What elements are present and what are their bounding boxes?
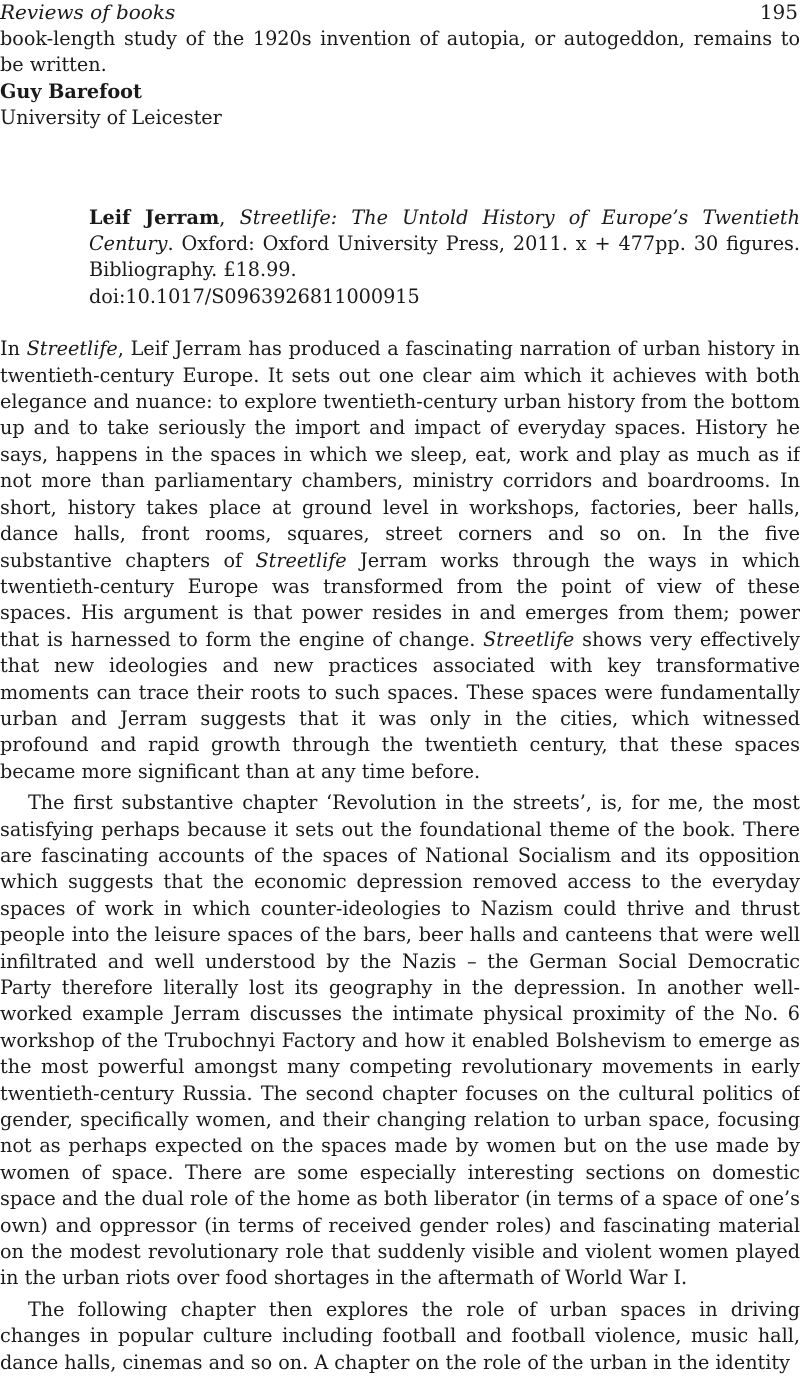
reviewer-name: Guy Barefoot — [0, 79, 142, 103]
p1-word-in: In — [0, 337, 20, 361]
citation-line: Leif Jerram, Streetlife: The Untold History of Europe’s Twentieth Century. Oxford: Oxford University Press, 2011. x + 477pp. 30 figures. Bibliography. £18.99. — [89, 205, 800, 282]
previous-review-end — [0, 26, 800, 132]
p1-italic-2: Streetlife — [255, 548, 347, 572]
p1-text-2: Jerram works through the ways in which twentieth-century Europe was transformed from the point of view of these spaces. His argument is that power resides in and emerges from them; power that is harnessed to form the engine of change. — [0, 548, 800, 651]
review-body — [0, 336, 800, 1376]
running-head-section: Reviews of books — [0, 0, 176, 24]
review-paragraph-2: The first substantive chapter ‘Revolution in the streets’, is, for me, the most satisfying perhaps because it sets out the foundational theme of the book. There are fascinating accounts of the spaces of National Socialism and its opposition which suggests that the economic depression removed access to the everyday spaces of work in which counter-ideologies to Nazism could thrive and thrust people into the leisure spaces of the bars, beer halls and canteens that were well infiltrated and well understood by the Nazis – the German Social Democratic Party therefore literally lost its geography in the depression. In another well-worked example Jerram discusses the intimate physical proximity of the No. 6 workshop of the Trubochnyi Factory and how it enabled Bolshevism to emerge as the most powerful amongst many competing revolutionary movements in early twentieth-century Russia. The second chapter focuses on the cultural politics of gender, specifically women, and their changing relation to urban space, focusing not as perhaps expected on the spaces made by women but on the use made by women of space. There are some especially interesting sections on domestic space and the dual role of the home as both liberator (in terms of a space of one’s own) and oppressor (in terms of received gender roles) and fascinating material on the modest revolutionary role that suddenly visible and violent women played in the urban riots over food shortages in the aftermath of World War I. — [0, 791, 800, 1290]
publication-details: Oxford: Oxford University Press, 2011. x + 477pp. 30 figures. Bibliography. £18.99. — [89, 232, 800, 282]
book-title: Streetlife: The Untold History of Europe’s Twentieth Century — [89, 205, 800, 256]
p1-italic-1: Streetlife — [26, 337, 118, 361]
book-citation — [89, 205, 800, 311]
book-author: Leif Jerram — [89, 205, 220, 229]
reviewer-affiliation: University of Leicester — [0, 106, 222, 130]
review-paragraph-1 — [0, 336, 800, 785]
previous-review-closing-text: book-length study of the 1920s invention of autopia, or autogeddon, remains to be written. — [0, 27, 800, 77]
doi: doi:10.1017/S0963926811000915 — [89, 284, 420, 308]
p1-italic-3: Streetlife — [483, 627, 575, 651]
p1-text-1: , Leif Jerram has produced a fascinating narration of urban history in twentieth-century Europe. It sets out one clear aim which it achieves with both elegance and nuance: to explore twentieth-century urban history from the bottom up and to take seriously the import and impact of everyday spaces. History he says, happens in the spaces in which we sleep, eat, work and play as much as if not more than parliamentary chambers, ministry corridors and boardrooms. In short, history takes place at ground level in workshops, factories, beer halls, dance halls, front rooms, squares, street corners and so on. In the five substantive chapters of — [0, 337, 800, 572]
p1-text-3: shows very effectively that new ideologies and new practices associated with key transformative moments can trace their roots to such spaces. These spaces were fundamentally urban and Jerram suggests that it was only in the cities, which witnessed profound and rapid growth through the twentieth century, that these spaces became more significant than at any time before. — [0, 627, 800, 783]
running-head — [0, 0, 800, 26]
page-number: 195 — [759, 0, 798, 24]
review-paragraph-3: The following chapter then explores the role of urban spaces in driving changes in popular culture including football and football violence, music hall, dance halls, cinemas and so on. A chapter on the role of the urban in the identity — [0, 1297, 800, 1374]
